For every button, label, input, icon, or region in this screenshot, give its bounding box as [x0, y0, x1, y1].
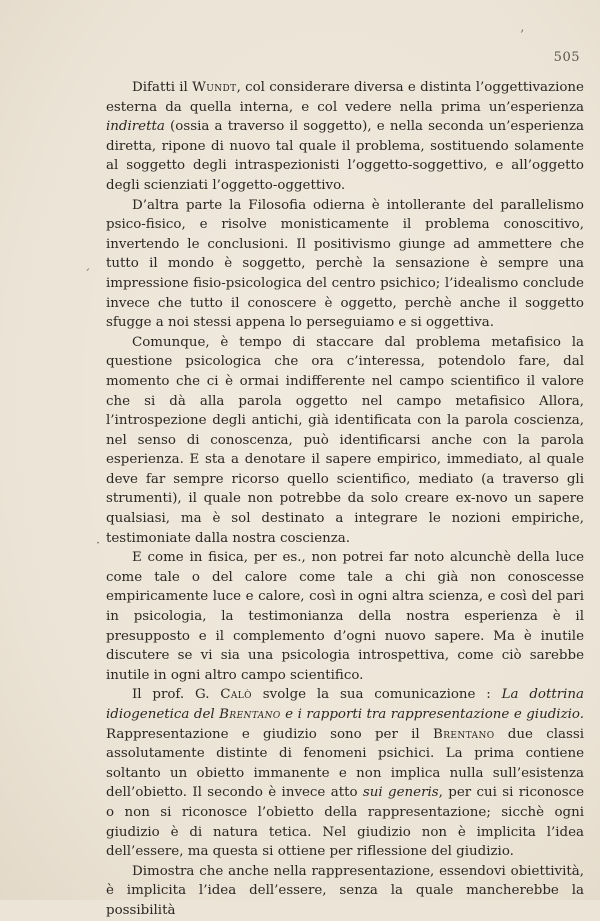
paragraph-demonstration: Dimostra che anche nella rappresentazione, essendovi obiettività, è implicita l’idea dell’essere, senza la quale mancherebbe la possibilità — [106, 863, 584, 918]
paragraph-introspection: Comunque, è tempo di staccare dal problema metafisico la questione psicologica che ora c’interessa, potendolo fare, dal momento che ci è ormai indifferente nel campo scientifico il valore che si dà alla parola oggetto nel campo metafisico Allora, l’introspezione degli antichi, già identificata con la parola coscienza, nel senso di conoscenza, può identificarsi anche con la parola esperienza. E sta a denotare il sapere empirico, immediato, al quale deve far sempre ricorso quello scientifico, mediato (a traverso gli strumenti), il quale non potrebbe da solo creare ex-novo un sapere qualsiasi, ma è sol destinato a integrare le nozioni empiriche, testimoniate dalla nostra coscienza. — [106, 334, 584, 546]
author-name: Brentano — [219, 707, 281, 722]
body-text — [106, 78, 584, 921]
pencil-mark: · — [96, 536, 101, 551]
paragraph-physics: E come in fisica, per es., non potrei far noto alcunchè della luce come tale o del calore come tale a chi già non conoscesse empiricamente luce e calore, così in ogni altra scienza, e così del pari in psicologia, la testimonianza della nostra esperienza è il presupposto e il complemento d’ogni nuovo sapere. Ma è inutile discutere se vi sia una psicologia introspettiva, come ciò sarebbe inutile in ogni altro campo scientifico. — [106, 550, 584, 683]
pencil-mark: ’ — [520, 28, 525, 43]
author-name: Calò — [220, 687, 252, 703]
paragraph-wundt: Difatti il Wundt, col considerare diversa e distinta l’oggettivazione esterna da quella interna, e col vedere nella prima un’esperienza indiretta (ossia a traverso il soggetto), e nella seconda un’esperienza diretta, ripone di nuovo tal quale il problema, sostituendo solamente al soggetto degli intraspezionisti l’oggetto-soggettivo, e all’oggetto degli scienziati l’oggetto-oggettivo. — [106, 80, 584, 193]
author-name: Wundt — [192, 80, 237, 95]
paragraph-calo: Il prof. G. Calò svolge la sua comunicazione : La dottrina idiogenetica del Brentano e i rapporti tra rappresentazione e giudizio. Rappresentazione e giudizio sono per il Brentano due classi assolutamente distinte di fenomeni psichici. La prima contiene soltanto un obietto immanente e non implica nulla sull’esistenza dell’obietto. Il secondo è invece atto sui generis, per cui si riconosce o non si riconosce l’obietto della rappresentazione; sicchè ogni giudizio è di natura tetica. Nel giudizio non è implicita l’idea dell’essere, ma questa si ottiene per riflessione del giudizio. — [106, 687, 585, 860]
pencil-mark: ´ — [84, 268, 91, 283]
paragraph-philosophy: D’altra parte la Filosofia odierna è intollerante del parallelismo psico-fisico, e risolve monisticamente il problema conoscitivo, invertendo le conclusioni. Il positivismo giunge ad ammettere che tutto il mondo è soggetto, perchè la sensazione è sempre una impressione fisio-psicologica del centro psichico; l’idealismo conclude invece che tutto il conoscere è oggetto, perchè anche il soggetto sfugge a noi stessi appena lo perseguiamo e si oggettiva. — [106, 197, 584, 331]
page-number: 505 — [553, 50, 580, 65]
author-name: Brentano — [432, 726, 495, 742]
